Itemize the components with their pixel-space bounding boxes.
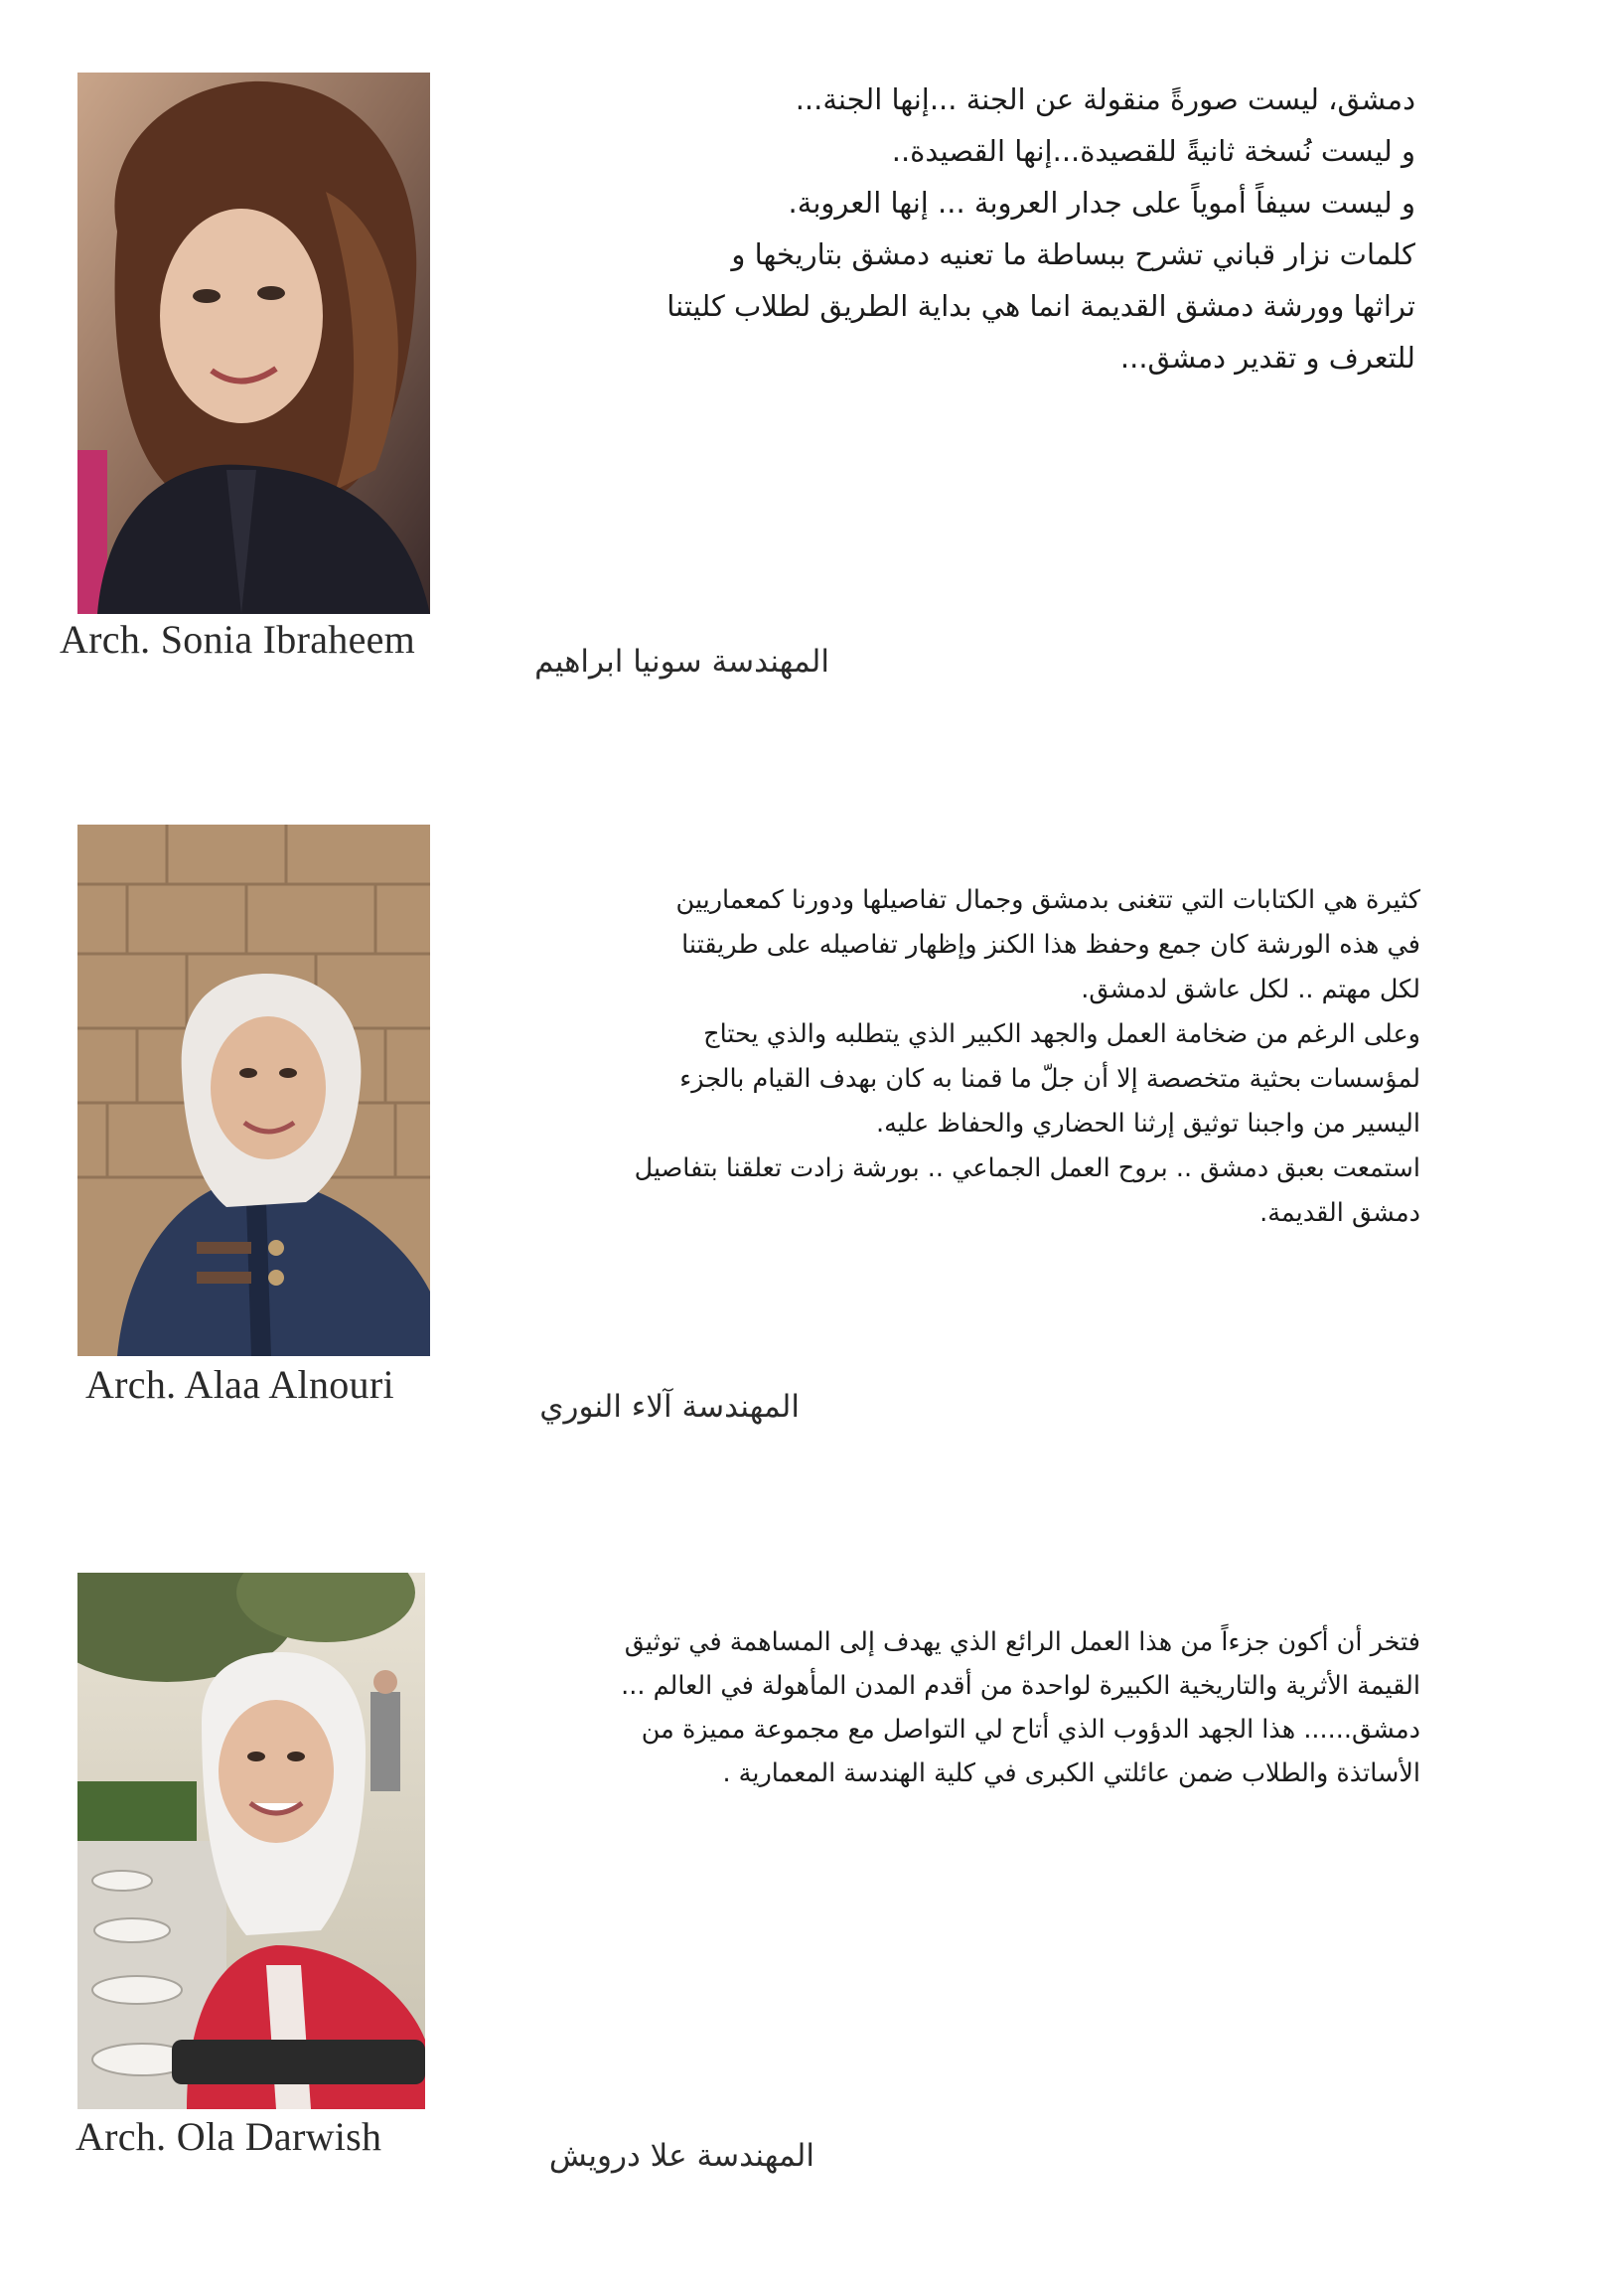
bio-line: دمشق...... هذا الجهد الدؤوب الذي أتاح لي التواصل مع مجموعة مميزة من — [641, 1715, 1420, 1745]
bio-line: للتعرف و تقدير دمشق... — [1119, 341, 1415, 375]
bio-line: تراثها وورشة دمشق القديمة انما هي بداية الطريق لطلاب كليتنا — [666, 289, 1415, 323]
profile-name-ar: المهندسة سونيا ابراهيم — [534, 644, 829, 680]
bio-line: دمشق، ليست صورةً منقولة عن الجنة ...إنها الجنة... — [795, 82, 1415, 116]
profile-photo-alaa — [77, 825, 430, 1356]
profile-bio — [502, 1620, 1420, 1795]
bio-line: لكل مهتم .. لكل عاشق لدمشق. — [1081, 975, 1420, 1004]
bio-line: كثيرة هي الكتابات التي تتغنى بدمشق وجمال تفاصيلها ودورنا كمعماريين — [675, 885, 1420, 915]
profile-photo-ola — [77, 1573, 425, 2109]
bio-line: وعلى الرغم من ضخامة العمل والجهد الكبير الذي يتطلبه والذي يحتاج — [703, 1019, 1420, 1049]
bio-line: الأساتذة والطلاب ضمن عائلتي الكبرى في كلية الهندسة المعمارية . — [722, 1758, 1420, 1788]
bio-line: في هذه الورشة كان جمع وحفظ هذا الكنز وإظهار تفاصيله على طريقتنا — [681, 930, 1420, 960]
bio-line: و ليست نُسخة ثانيةً للقصيدة...إنها القصيدة.. — [891, 134, 1415, 168]
bio-line: فتخر أن أكون جزءاً من هذا العمل الرائع الذي يهدف إلى المساهمة في توثيق — [624, 1627, 1420, 1657]
portrait-photo-icon — [77, 73, 430, 614]
bio-line: اليسير من واجبنا توثيق إرثنا الحضاري والحفاظ عليه. — [876, 1109, 1420, 1139]
bio-line: القيمة الأثرية والتاريخية الكبيرة لواحدة من أقدم المدن المأهولة في العالم ... — [621, 1671, 1420, 1701]
bio-line: استمعت بعبق دمشق .. بروح العمل الجماعي .. بورشة زادت تعلقنا بتفاصيل — [634, 1153, 1420, 1183]
bio-line: و ليست سيفاً أموياً على جدار العروبة ... إنها العروبة. — [788, 186, 1415, 220]
portrait-photo-icon — [77, 825, 430, 1356]
portrait-photo-icon — [77, 1573, 425, 2109]
profile-photo-sonia — [77, 73, 430, 614]
bio-line: لمؤسسات بحثية متخصصة إلا أن جلّ ما قمنا به كان بهدف القيام بالجزء — [679, 1064, 1420, 1094]
bio-line: دمشق القديمة. — [1259, 1198, 1420, 1228]
profile-name-ar: المهندسة آلاء النوري — [539, 1389, 800, 1425]
profile-name-en: Arch. Alaa Alnouri — [85, 1362, 394, 1407]
bio-line: كلمات نزار قباني تشرح ببساطة ما تعنيه دمشق بتاريخها و — [731, 237, 1415, 271]
profile-bio — [502, 878, 1420, 1236]
profile-name-en: Arch. Sonia Ibraheem — [60, 617, 416, 662]
profile-name-en: Arch. Ola Darwish — [75, 2114, 382, 2159]
profile-bio — [517, 74, 1415, 383]
profile-name-ar: المهندسة علا درويش — [548, 2138, 814, 2174]
